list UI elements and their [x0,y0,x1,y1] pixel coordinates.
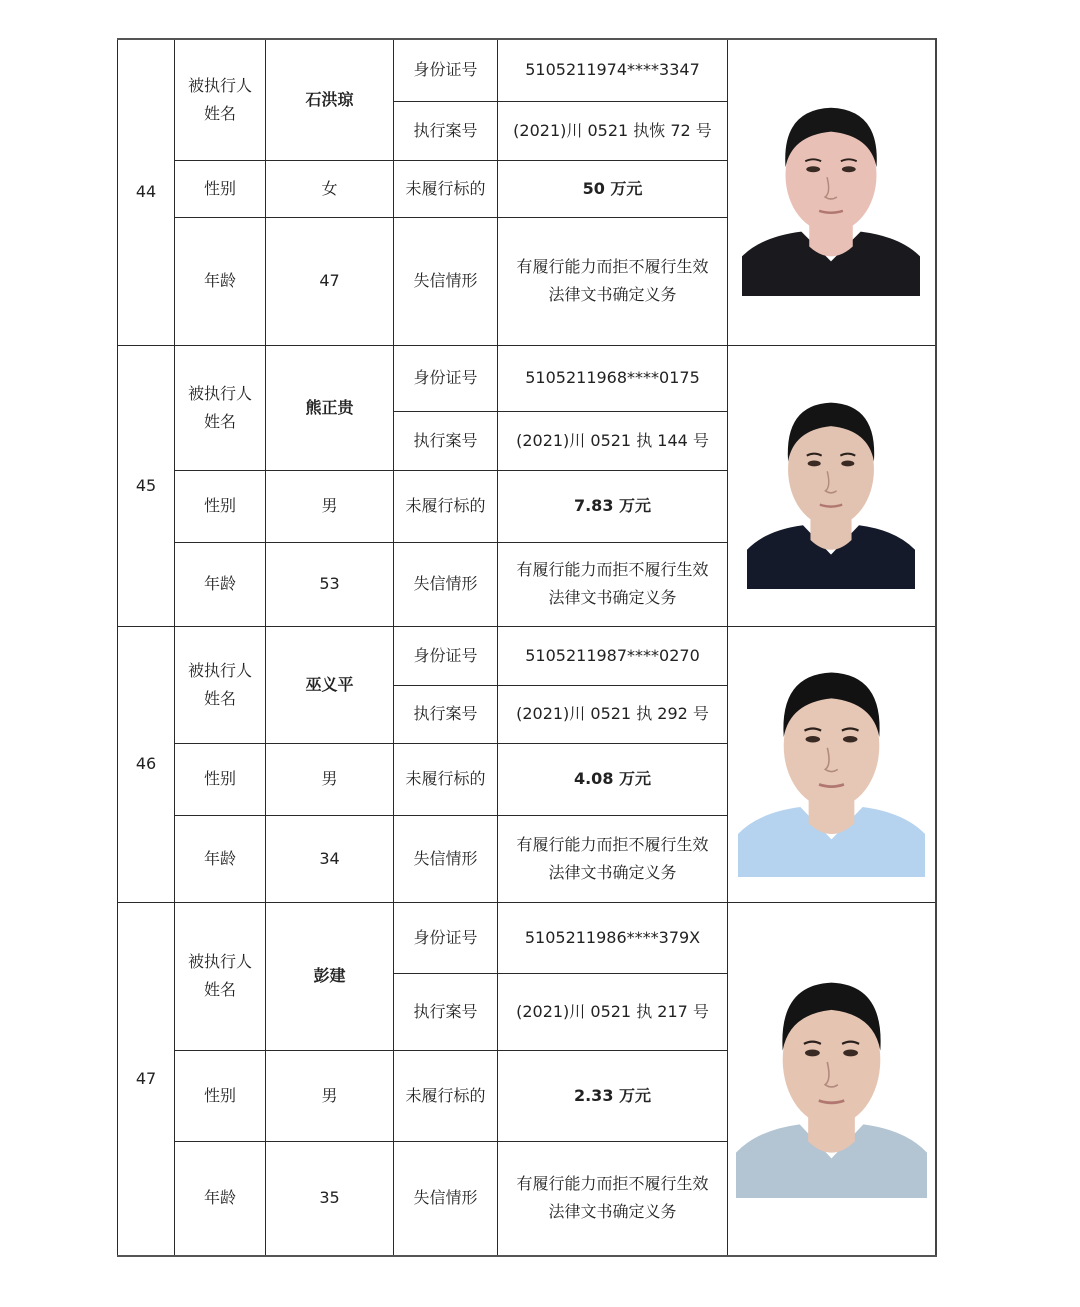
label-age: 年龄 [175,1141,266,1256]
gender: 女 [266,160,394,217]
label-gender: 性别 [175,1050,266,1141]
case-number: (2021)川 0521 执 292 号 [498,685,728,743]
label-dishonesty-situation: 失信情形 [394,815,498,902]
age: 34 [266,815,394,902]
label-person-name [175,39,266,160]
person-name: 彭建 [266,902,394,1050]
defaulter-table [117,38,937,1257]
person-photo [742,88,920,296]
label-dishonesty-situation: 失信情形 [394,1141,498,1256]
portrait-photo-icon [736,960,927,1198]
defaulter-roster [117,38,935,1257]
gender: 男 [266,743,394,815]
id-number: 5105211968****0175 [498,345,728,411]
case-number: (2021)川 0521 执恢 72 号 [498,101,728,160]
person-photo [747,383,915,589]
label-unfulfilled-amount: 未履行标的 [394,1050,498,1141]
unfulfilled-amount: 4.08 万元 [498,743,728,815]
record-index: 47 [118,902,175,1256]
dishonesty-situation [498,815,728,902]
label-id-number: 身份证号 [394,39,498,101]
label-case-number: 执行案号 [394,101,498,160]
photo-cell [728,345,936,626]
label-gender: 性别 [175,160,266,217]
case-number: (2021)川 0521 执 217 号 [498,973,728,1050]
dishonesty-situation [498,542,728,626]
gender: 男 [266,1050,394,1141]
label-person-name-line2: 姓名 [203,980,236,999]
label-person-name [175,902,266,1050]
label-id-number: 身份证号 [394,902,498,973]
label-case-number: 执行案号 [394,685,498,743]
portrait-photo-icon [742,88,920,296]
label-id-number: 身份证号 [394,345,498,411]
label-dishonesty-situation: 失信情形 [394,217,498,345]
label-age: 年龄 [175,217,266,345]
label-unfulfilled-amount: 未履行标的 [394,470,498,542]
record-index: 44 [118,39,175,345]
dishonesty-situation-text: 有履行能力而拒不履行生效法律文书确定义务 [516,1174,709,1222]
label-person-name-line2: 姓名 [203,411,236,431]
label-gender: 性别 [175,743,266,815]
label-gender: 性别 [175,470,266,542]
portrait-photo-icon [747,383,915,589]
label-unfulfilled-amount: 未履行标的 [394,743,498,815]
id-number: 5105211974****3347 [498,39,728,101]
person-name: 石洪琼 [266,39,394,160]
person-photo [738,651,925,877]
dishonesty-situation [498,1141,728,1256]
age: 53 [266,542,394,626]
record-row [118,902,936,973]
person-name: 巫义平 [266,626,394,743]
label-id-number: 身份证号 [394,626,498,685]
record-index: 46 [118,626,175,902]
label-person-name-line1: 被执行人 [187,952,252,971]
label-person-name-line1: 被执行人 [187,383,252,403]
label-case-number: 执行案号 [394,411,498,470]
person-photo [736,960,927,1198]
record-index: 45 [118,345,175,626]
record-row [118,39,936,101]
dishonesty-situation-text: 有履行能力而拒不履行生效法律文书确定义务 [516,257,709,304]
label-case-number: 执行案号 [394,973,498,1050]
photo-cell [728,902,936,1256]
dishonesty-situation [498,217,728,345]
unfulfilled-amount: 7.83 万元 [498,470,728,542]
unfulfilled-amount: 2.33 万元 [498,1050,728,1141]
person-name: 熊正贵 [266,345,394,470]
id-number: 5105211987****0270 [498,626,728,685]
label-person-name-line2: 姓名 [203,688,236,708]
label-unfulfilled-amount: 未履行标的 [394,160,498,217]
portrait-photo-icon [738,651,925,877]
label-age: 年龄 [175,542,266,626]
unfulfilled-amount: 50 万元 [498,160,728,217]
photo-cell [728,626,936,902]
label-dishonesty-situation: 失信情形 [394,542,498,626]
dishonesty-situation-text: 有履行能力而拒不履行生效法律文书确定义务 [516,560,709,607]
label-person-name-line2: 姓名 [203,103,236,123]
record-row [118,345,936,411]
gender: 男 [266,470,394,542]
id-number: 5105211986****379X [498,902,728,973]
label-person-name [175,345,266,470]
label-person-name [175,626,266,743]
age: 47 [266,217,394,345]
label-age: 年龄 [175,815,266,902]
photo-cell [728,39,936,345]
label-person-name-line1: 被执行人 [187,660,252,680]
record-row [118,626,936,685]
label-person-name-line1: 被执行人 [187,75,252,95]
dishonesty-situation-text: 有履行能力而拒不履行生效法律文书确定义务 [516,834,709,882]
age: 35 [266,1141,394,1256]
case-number: (2021)川 0521 执 144 号 [498,411,728,470]
